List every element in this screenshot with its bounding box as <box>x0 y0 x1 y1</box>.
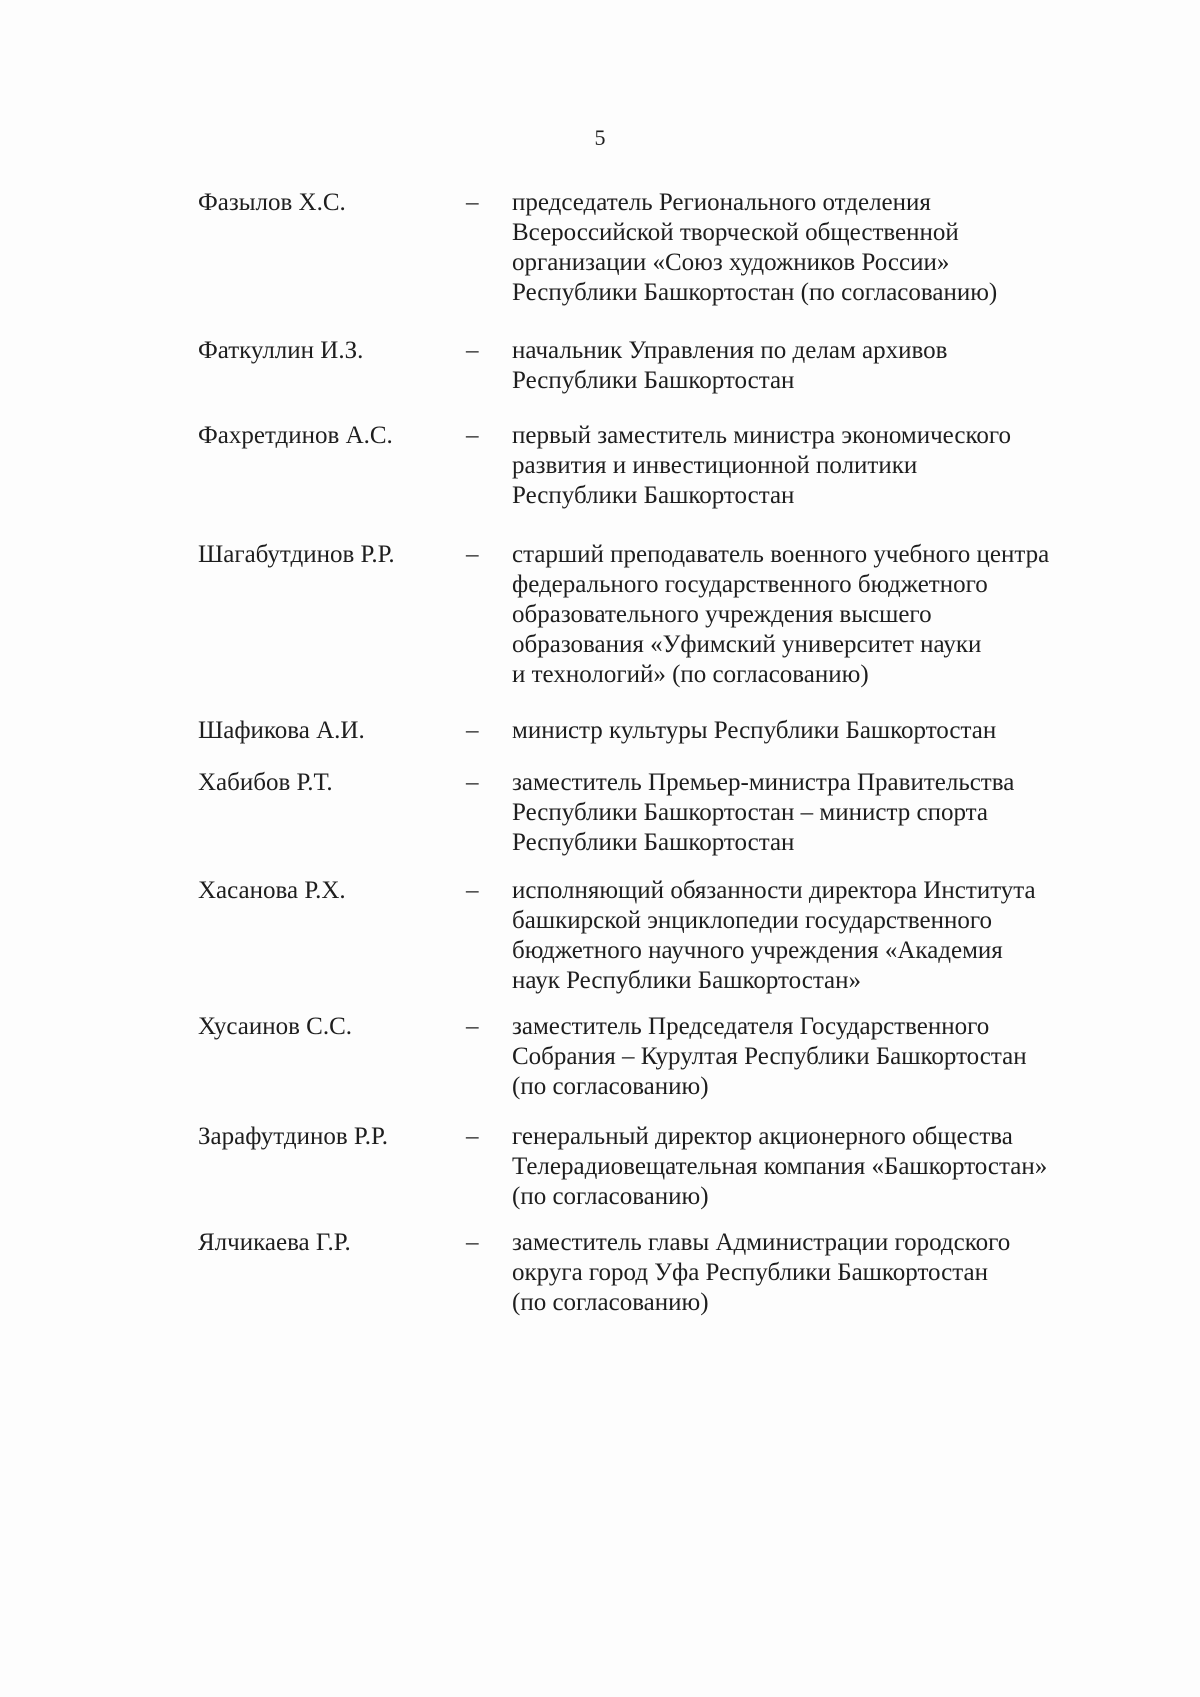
position-line: башкирской энциклопедии государственного <box>512 907 992 934</box>
position-line: образовательного учреждения высшего <box>512 601 932 628</box>
position-line: первый заместитель министра экономического <box>512 422 1011 449</box>
member-position <box>512 336 1112 396</box>
member-position <box>512 1012 1112 1102</box>
member-name: Фазылов Х.С. <box>198 189 346 216</box>
member-position <box>512 1122 1112 1212</box>
position-line: развития и инвестиционной политики <box>512 452 918 479</box>
position-line: председатель Регионального отделения <box>512 189 931 216</box>
position-line: округа город Уфа Республики Башкортостан <box>512 1259 988 1286</box>
position-line: заместитель главы Администрации городского <box>512 1229 1011 1256</box>
separator-dash: – <box>466 717 479 744</box>
member-name: Шафикова А.И. <box>198 717 365 744</box>
separator-dash: – <box>466 1013 479 1040</box>
position-line: заместитель Премьер-министра Правительства <box>512 769 1015 796</box>
member-name: Хусаинов С.С. <box>198 1013 353 1040</box>
position-line: (по согласованию) <box>512 1073 709 1100</box>
member-position <box>512 876 1112 996</box>
separator-dash: – <box>466 189 479 216</box>
separator-dash: – <box>466 422 479 449</box>
position-line: наук Республики Башкортостан» <box>512 967 862 994</box>
position-line: Республики Башкортостан <box>512 829 795 856</box>
member-name: Фахретдинов А.С. <box>198 422 393 449</box>
separator-dash: – <box>466 541 479 568</box>
separator-dash: – <box>466 1123 479 1150</box>
separator-dash: – <box>466 877 479 904</box>
position-line: министр культуры Республики Башкортостан <box>512 717 997 744</box>
member-position <box>512 1228 1112 1318</box>
separator-dash: – <box>466 1229 479 1256</box>
member-name: Хабибов Р.Т. <box>198 769 333 796</box>
position-line: исполняющий обязанности директора Института <box>512 877 1036 904</box>
position-line: Телерадиовещательная компания «Башкортостан» <box>512 1153 1048 1180</box>
separator-dash: – <box>466 337 479 364</box>
position-line: Собрания – Курултая Республики Башкортостан <box>512 1043 1027 1070</box>
position-line: Республики Башкортостан – министр спорта <box>512 799 988 826</box>
member-position <box>512 188 1112 308</box>
separator-dash: – <box>466 769 479 796</box>
position-line: организации «Союз художников России» <box>512 249 950 276</box>
position-line: и технологий» (по согласованию) <box>512 661 869 688</box>
member-name: Фаткуллин И.З. <box>198 337 364 364</box>
member-name: Зарафутдинов Р.Р. <box>198 1123 388 1150</box>
member-position <box>512 768 1112 858</box>
member-position <box>512 421 1112 511</box>
member-name: Шагабутдинов Р.Р. <box>198 541 395 568</box>
position-line: Республики Башкортостан <box>512 367 795 394</box>
position-line: Республики Башкортостан <box>512 482 795 509</box>
position-line: Всероссийской творческой общественной <box>512 219 959 246</box>
position-line: генеральный директор акционерного общества <box>512 1123 1013 1150</box>
position-line: федерального государственного бюджетного <box>512 571 988 598</box>
position-line: (по согласованию) <box>512 1183 709 1210</box>
member-position <box>512 716 1112 746</box>
position-line: бюджетного научного учреждения «Академия <box>512 937 1003 964</box>
member-name: Хасанова Р.Х. <box>198 877 346 904</box>
page-number: 5 <box>594 125 606 150</box>
member-position <box>512 540 1112 690</box>
position-line: заместитель Председателя Государственного <box>512 1013 990 1040</box>
position-line: (по согласованию) <box>512 1289 709 1316</box>
member-name: Ялчикаева Г.Р. <box>198 1229 351 1256</box>
position-line: Республики Башкортостан (по согласованию) <box>512 279 998 306</box>
position-line: начальник Управления по делам архивов <box>512 337 948 364</box>
position-line: старший преподаватель военного учебного центра <box>512 541 1050 568</box>
position-line: образования «Уфимский университет науки <box>512 631 982 658</box>
